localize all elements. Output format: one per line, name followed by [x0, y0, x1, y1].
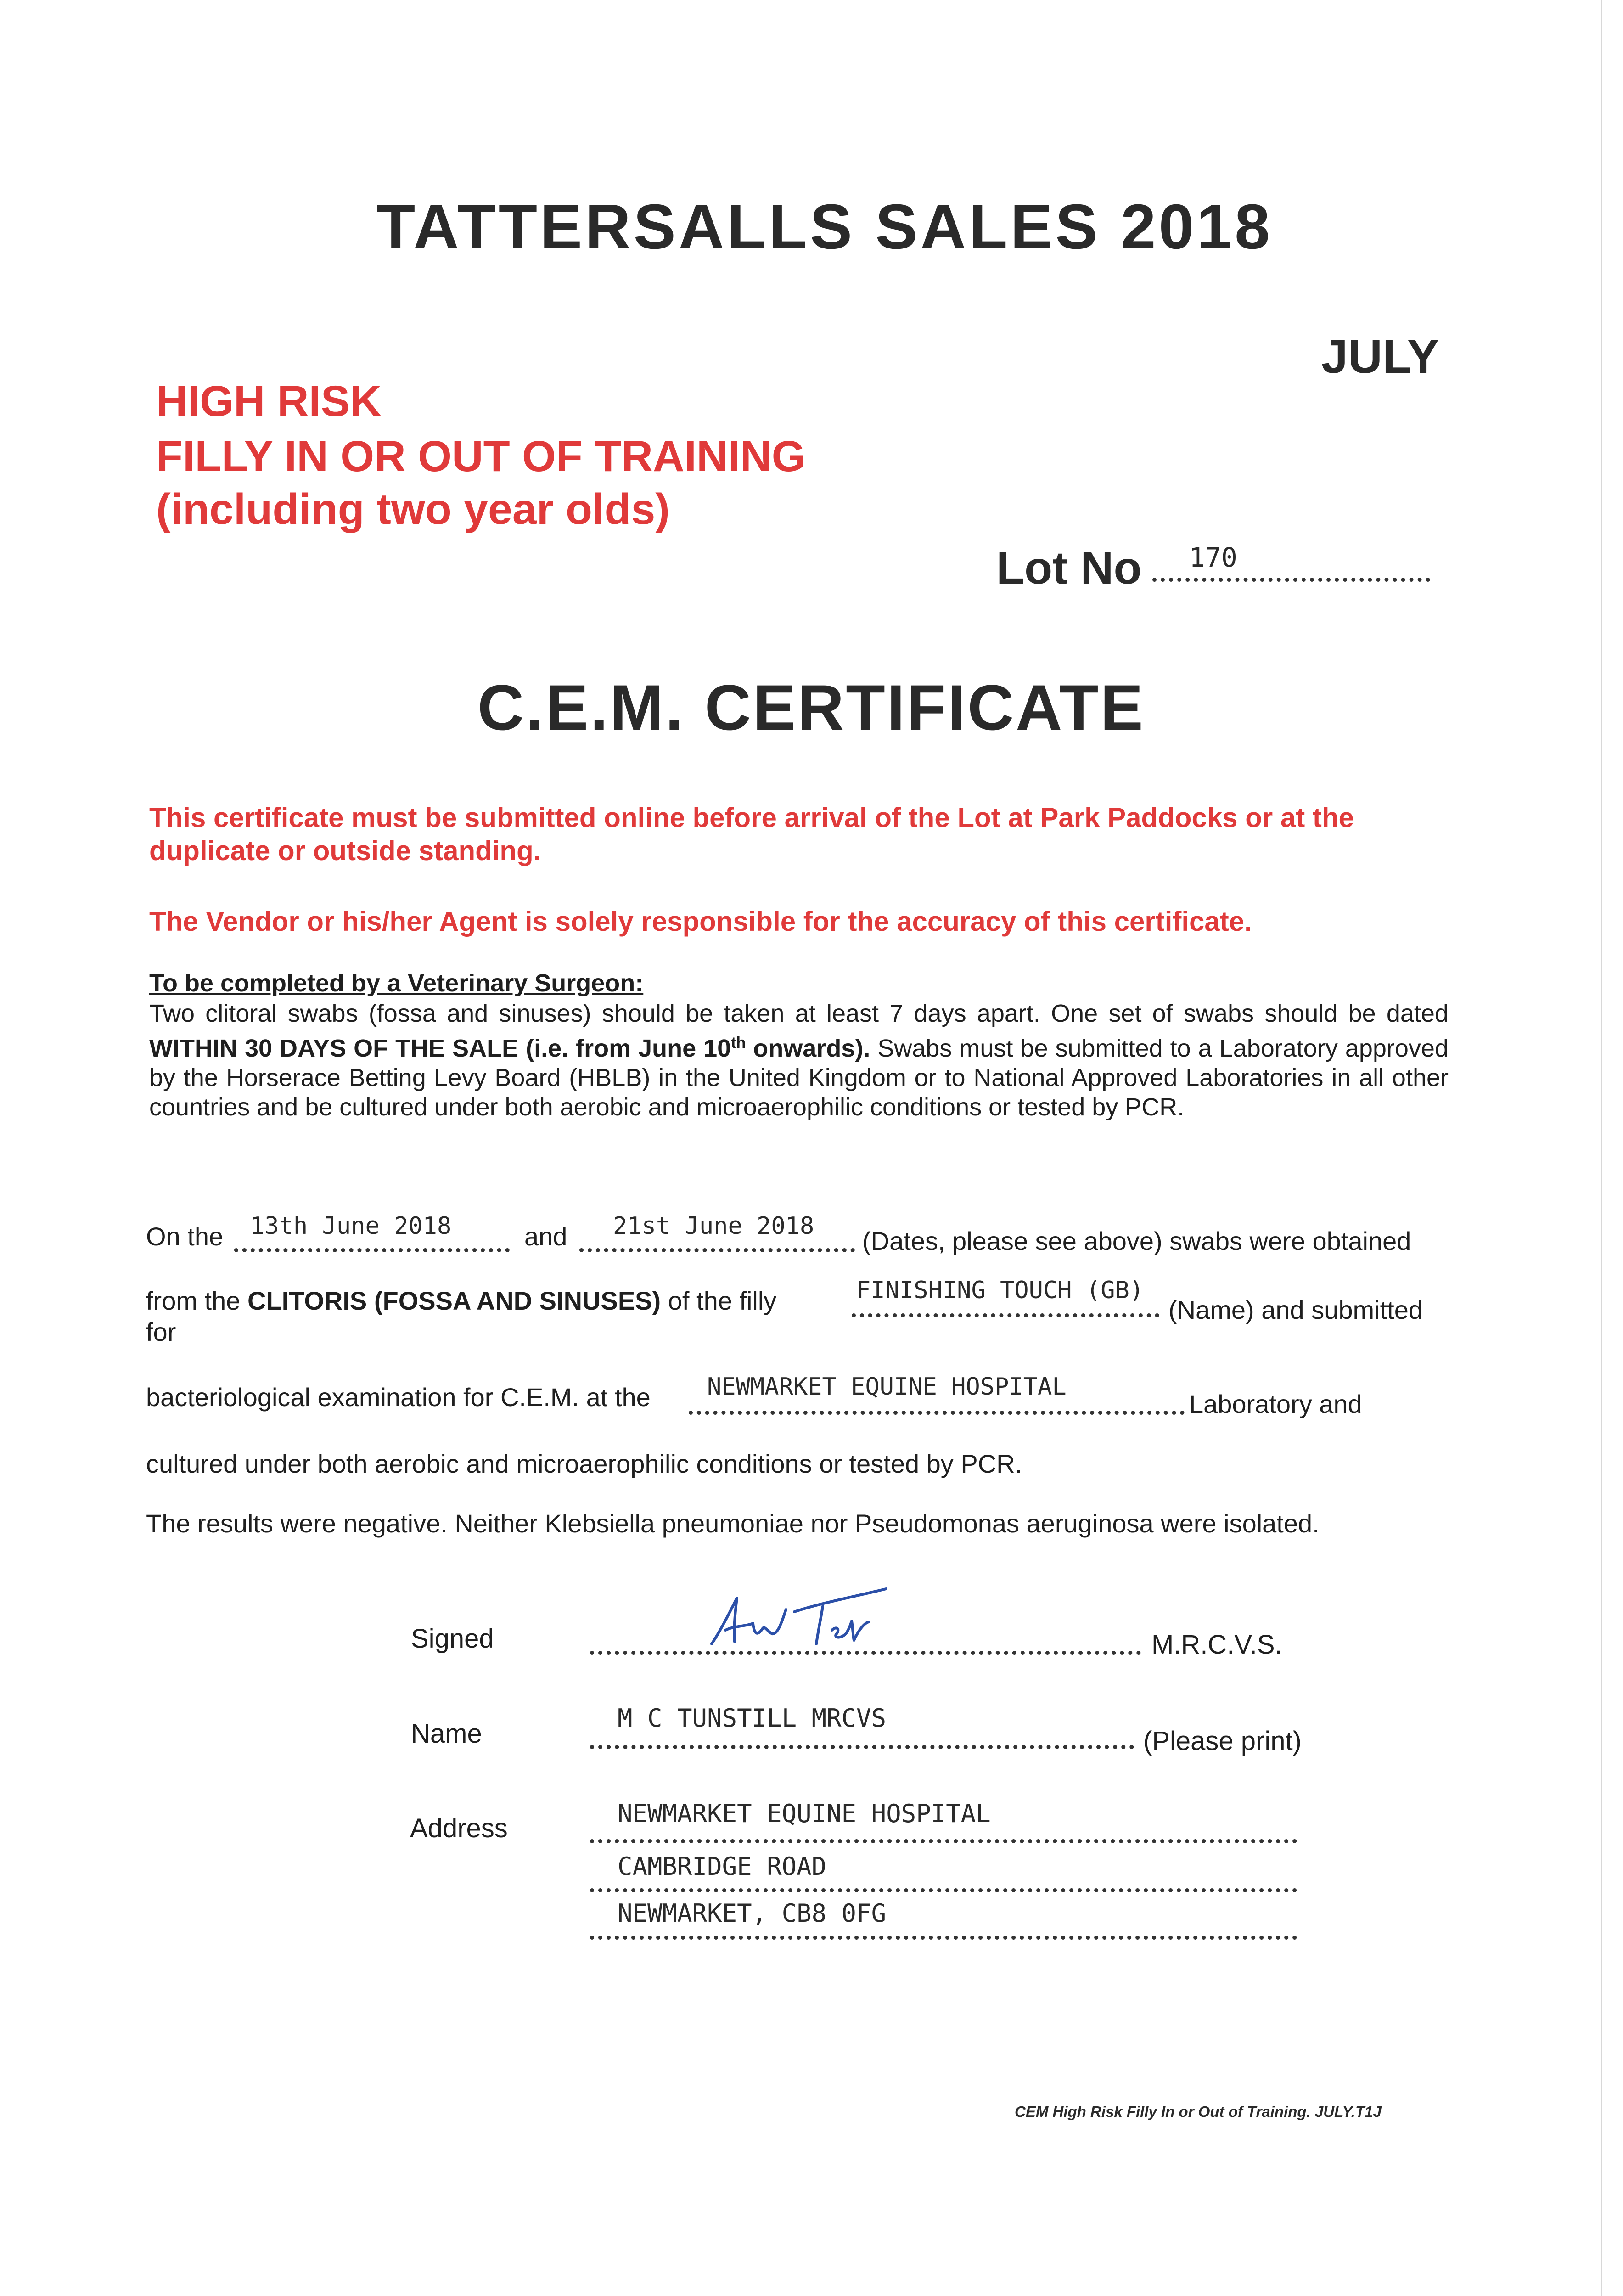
sale-month: JULY: [1321, 330, 1439, 383]
and-label: and: [524, 1222, 567, 1251]
mrcvs-suffix: M.R.C.V.S.: [1151, 1630, 1282, 1660]
laboratory-name: NEWMARKET EQUINE HOSPITAL: [707, 1373, 1067, 1401]
responsibility-notice: The Vendor or his/her Agent is solely responsible for the accuracy of this certificate.: [149, 906, 1252, 937]
laboratory-suffix: Laboratory and: [1189, 1390, 1362, 1418]
name-submitted-label: (Name) and submitted: [1168, 1295, 1423, 1324]
please-print-note: (Please print): [1143, 1726, 1302, 1756]
vet-signature: [702, 1580, 895, 1658]
lot-number-label: Lot No: [996, 542, 1142, 594]
swab-date-2: 21st June 2018: [613, 1212, 814, 1240]
laboratory-dotted-line: [689, 1411, 1185, 1415]
instructions-text-1: Two clitoral swabs (fossa and sinuses) should be taken at least 7 days apart. One set of swabs should be dated: [149, 1000, 1449, 1027]
instructions-text-2: Swabs must be submitted to a Laboratory approved by the Horserace Betting Levy Board (HBLB) in the United Kingdom or to National Approved Laboratories in all other countries and be cultured under both aerobic and microaerophilic conditions or tested by PCR.: [149, 1035, 1449, 1121]
name-dotted-line: [590, 1745, 1134, 1749]
date-2-dotted-line: [579, 1248, 855, 1252]
swab-source: CLITORIS (FOSSA AND SINUSES): [247, 1286, 661, 1315]
vet-name: M C TUNSTILL MRCVS: [618, 1704, 887, 1733]
instructions-bold-2: onwards).: [746, 1035, 870, 1062]
filly-name: FINISHING TOUCH (GB): [856, 1277, 1144, 1304]
address-line-2: CAMBRIDGE ROAD: [618, 1852, 827, 1881]
risk-category-line-2: FILLY IN OR OUT OF TRAINING: [156, 432, 806, 481]
certificate-title: C.E.M. CERTIFICATE: [477, 671, 1145, 743]
culture-statement: cultured under both aerobic and microaerophilic conditions or tested by PCR.: [146, 1449, 1022, 1478]
filly-name-dotted-line: [852, 1313, 1159, 1317]
vet-instructions: [149, 999, 1449, 1122]
page-edge-line: [1601, 0, 1602, 2296]
address-line-1: NEWMARKET EQUINE HOSPITAL: [618, 1799, 991, 1828]
on-the-label: On the: [146, 1222, 224, 1251]
instructions-superscript: th: [731, 1034, 746, 1052]
document-title: TATTERSALLS SALES 2018: [376, 191, 1273, 262]
results-statement: The results were negative. Neither Klebsiella pneumoniae nor Pseudomonas aeruginosa were isolated.: [146, 1509, 1320, 1538]
risk-category-line-1: HIGH RISK: [156, 377, 382, 426]
address-label: Address: [410, 1813, 508, 1843]
vet-section-heading: To be completed by a Veterinary Surgeon:: [149, 969, 644, 997]
date-1-dotted-line: [234, 1248, 510, 1252]
of-the-filly-label: of the filly: [668, 1286, 777, 1315]
address-line-3: NEWMARKET, CB8 0FG: [618, 1899, 887, 1928]
address-dotted-line-3: [590, 1936, 1297, 1940]
instructions-bold-1: WITHIN 30 DAYS OF THE SALE (i.e. from June 10: [149, 1035, 731, 1062]
swab-source-line: [146, 1286, 776, 1316]
signature-dotted-line: [590, 1651, 1141, 1655]
address-dotted-line-1: [590, 1839, 1297, 1843]
risk-category-line-3: (including two year olds): [156, 485, 670, 534]
for-label: for: [146, 1317, 176, 1346]
address-dotted-line-2: [590, 1888, 1297, 1892]
swab-date-1: 13th June 2018: [250, 1212, 452, 1240]
name-label: Name: [411, 1719, 482, 1749]
dates-note: (Dates, please see above) swabs were obtained: [862, 1227, 1411, 1255]
submission-notice: This certificate must be submitted online before arrival of the Lot at Park Paddocks or at the duplicate or outside standing.: [149, 802, 1354, 866]
lot-number-value: 170: [1189, 542, 1237, 573]
lot-number-dotted-line: [1152, 578, 1430, 582]
examination-label: bacteriological examination for C.E.M. at the: [146, 1383, 651, 1412]
from-the-label: from the: [146, 1286, 241, 1315]
signed-label: Signed: [411, 1624, 494, 1654]
form-reference-footer: CEM High Risk Filly In or Out of Training. JULY.T1J: [1015, 2103, 1382, 2120]
